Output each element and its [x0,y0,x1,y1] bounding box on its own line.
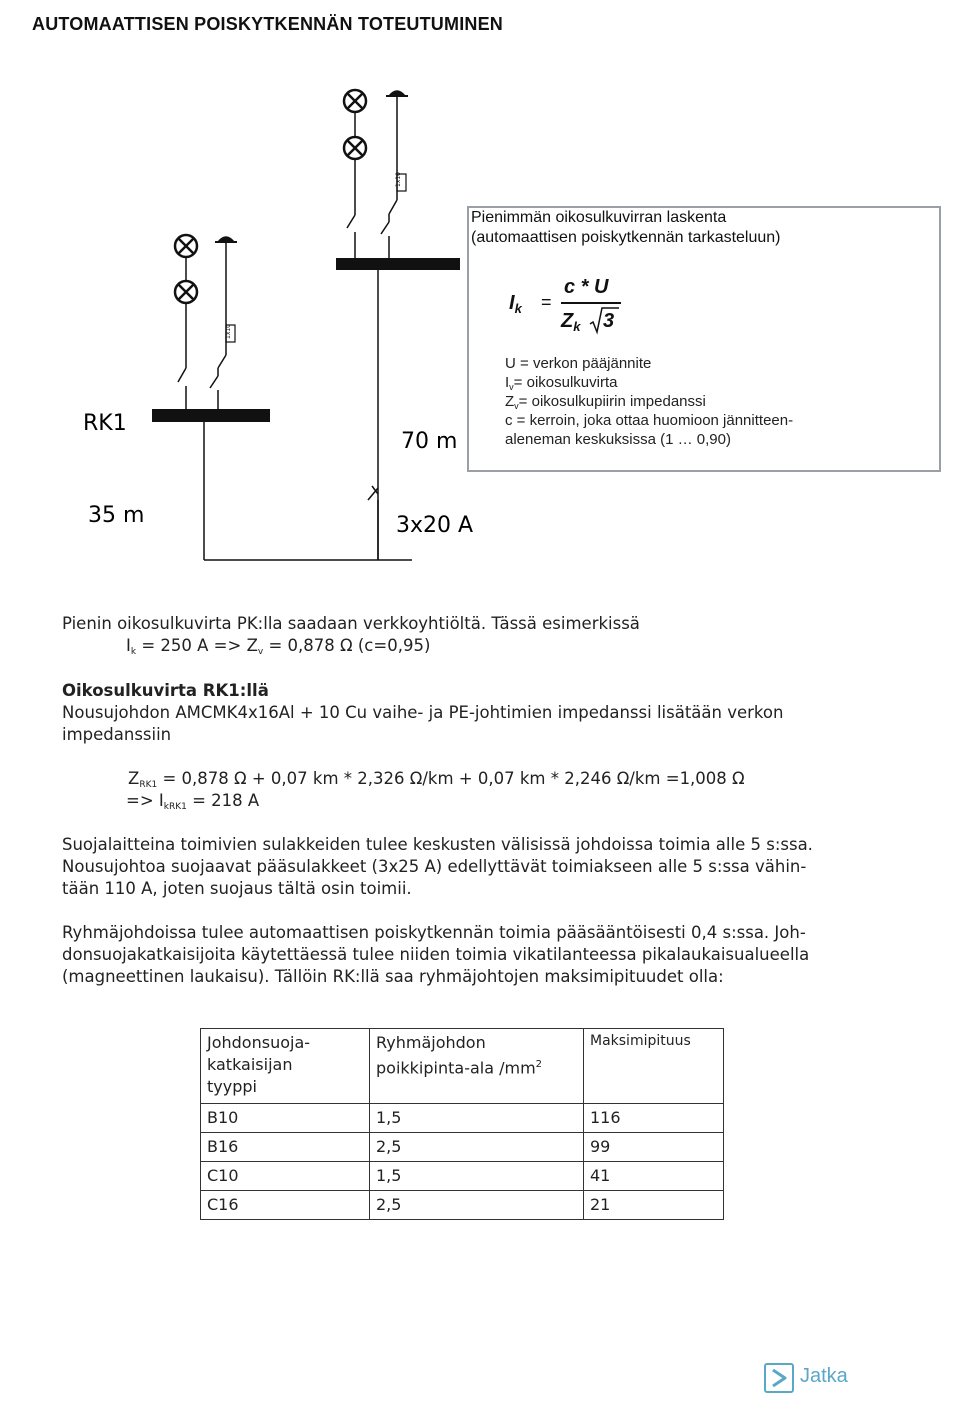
p3-line3: tään 110 A, joten suojaus tältä osin toimii. [62,879,412,898]
label-70m: 70 m [401,429,458,454]
paragraph-group-circuits [62,922,809,988]
calculation-info-box [467,206,941,472]
cell-cross-section: 1,5 [370,1162,584,1191]
label-rk1: RK1 [83,411,127,436]
calculation-lines [128,768,745,812]
paragraph-min-short-circuit [62,613,640,657]
p3-line1: Suojalaitteina toimivien sulakkeiden tulee keskusten välisissä johdoissa toimia alle 5 s:ssa. [62,835,813,854]
breaker-label-lower: 1x10 [225,323,232,339]
page-title: AUTOMAATTISEN POISKYTKENNÄN TOTEUTUMINEN [32,14,504,34]
header-breaker-type: Johdonsuoja- katkaisijan tyyppi [201,1029,370,1104]
table-header-row [201,1029,724,1104]
legend-item: $I_v=$ oikosulkuvirta [505,374,618,392]
cell-cross-section: 2,5 [370,1191,584,1220]
info-heading-line2: (automaattisen poiskytkennän tarkasteluun) [471,229,781,246]
calc-impedance: $Z_{RK1} = 0,878$ Ω + 0,07 km * 2,326 Ω/km + 0,07 km * 2,246 Ω/km =1,008 Ω [128,769,745,790]
cell-type: C16 [201,1191,370,1220]
p4-line1: Ryhmäjohdoissa tulee automaattisen poiskytkennän toimia pääsääntöisesti 0,4 s:ssa. Joh- [62,923,806,942]
formula-lhs: $I_k$ [509,292,522,316]
header-max-length: Maksimipituus [584,1029,724,1104]
heading-rk1: Oikosulkuvirta RK1:llä [62,681,269,700]
socket-symbol-upper [386,91,408,96]
legend-item: U = verkon pääjännite [505,355,652,372]
formula-sqrt-value: 3 [603,310,615,332]
table-row [201,1162,724,1191]
cell-max-length: 21 [584,1191,724,1220]
table-row [201,1191,724,1220]
cell-cross-section: 2,5 [370,1133,584,1162]
cell-type: C10 [201,1162,370,1191]
info-heading-line1: Pienimmän oikosulkuvirran laskenta [471,209,727,226]
p1-line1: Pienin oikosulkuvirta PK:lla saadaan verkkoyhtiöltä. Tässä esimerkissä [62,614,640,633]
lamp-symbol-upper-1 [344,90,366,112]
p4-line3: (magneettinen laukaisu). Tällöin RK:llä saa ryhmäjohtojen maksimipituudet olla: [62,967,724,986]
lamp-symbol-lower-1 [175,235,197,257]
section-rk1 [62,680,783,746]
p3-line2: Nousujohtoa suojaavat pääsulakkeet (3x25 A) edellyttävät toimiakseen alle 5 s:ssa vähin- [62,857,807,876]
jatka-label: Jatka [800,1365,848,1387]
socket-symbol-lower [215,237,237,242]
paragraph-fuses [62,834,813,900]
max-length-table [200,1028,724,1220]
formula-legend [505,354,793,449]
info-box-heading [471,208,781,248]
next-arrow-icon [764,1363,794,1393]
p4-line2: donsuojakatkaisijoita käytettäessä tulee niiden toimia vikatilanteessa pikalaukaisualueella [62,945,810,964]
table-row [201,1133,724,1162]
formula-numerator: c * U [564,276,609,298]
label-3x20a: 3x20 A [396,513,474,538]
cell-type: B10 [201,1104,370,1133]
formula-denominator: $Z_k$ [561,310,581,334]
lamp-symbol-lower-2 [175,281,197,303]
header-cross-section: Ryhmäjohdon poikkipinta-ala $/mm^2$ [370,1029,584,1104]
formula-fraction-line [561,302,621,304]
calc-current: => $I_{kRK1} = 218$ A [126,791,260,812]
p1-line2: $I_k = 250$ $A => Z_v = 0,878$ Ω (c=0,95) [126,636,431,657]
cell-type: B16 [201,1133,370,1162]
jatka-next-button[interactable] [764,1360,864,1396]
lamp-symbol-upper-2 [344,137,366,159]
cell-max-length: 99 [584,1133,724,1162]
legend-item: aleneman keskuksissa (1 … 0,90) [505,431,731,448]
table-row [201,1104,724,1133]
short-circuit-formula [509,278,649,348]
cell-max-length: 41 [584,1162,724,1191]
cell-cross-section: 1,5 [370,1104,584,1133]
cell-max-length: 116 [584,1104,724,1133]
breaker-label-upper: 1x10 [395,171,402,187]
legend-item: $Z_v=$ oikosulkupiirin impedanssi [505,393,706,411]
legend-item: c = kerroin, joka ottaa huomioon jännitteen- [505,412,794,429]
p2-line2: impedanssiin [62,725,172,744]
formula-equals: = [541,292,552,312]
label-35m: 35 m [88,503,145,528]
p2-line1: Nousujohdon AMCMK4x16Al + 10 Cu vaihe- ja PE-johtimien impedanssi lisätään verkon [62,703,784,722]
